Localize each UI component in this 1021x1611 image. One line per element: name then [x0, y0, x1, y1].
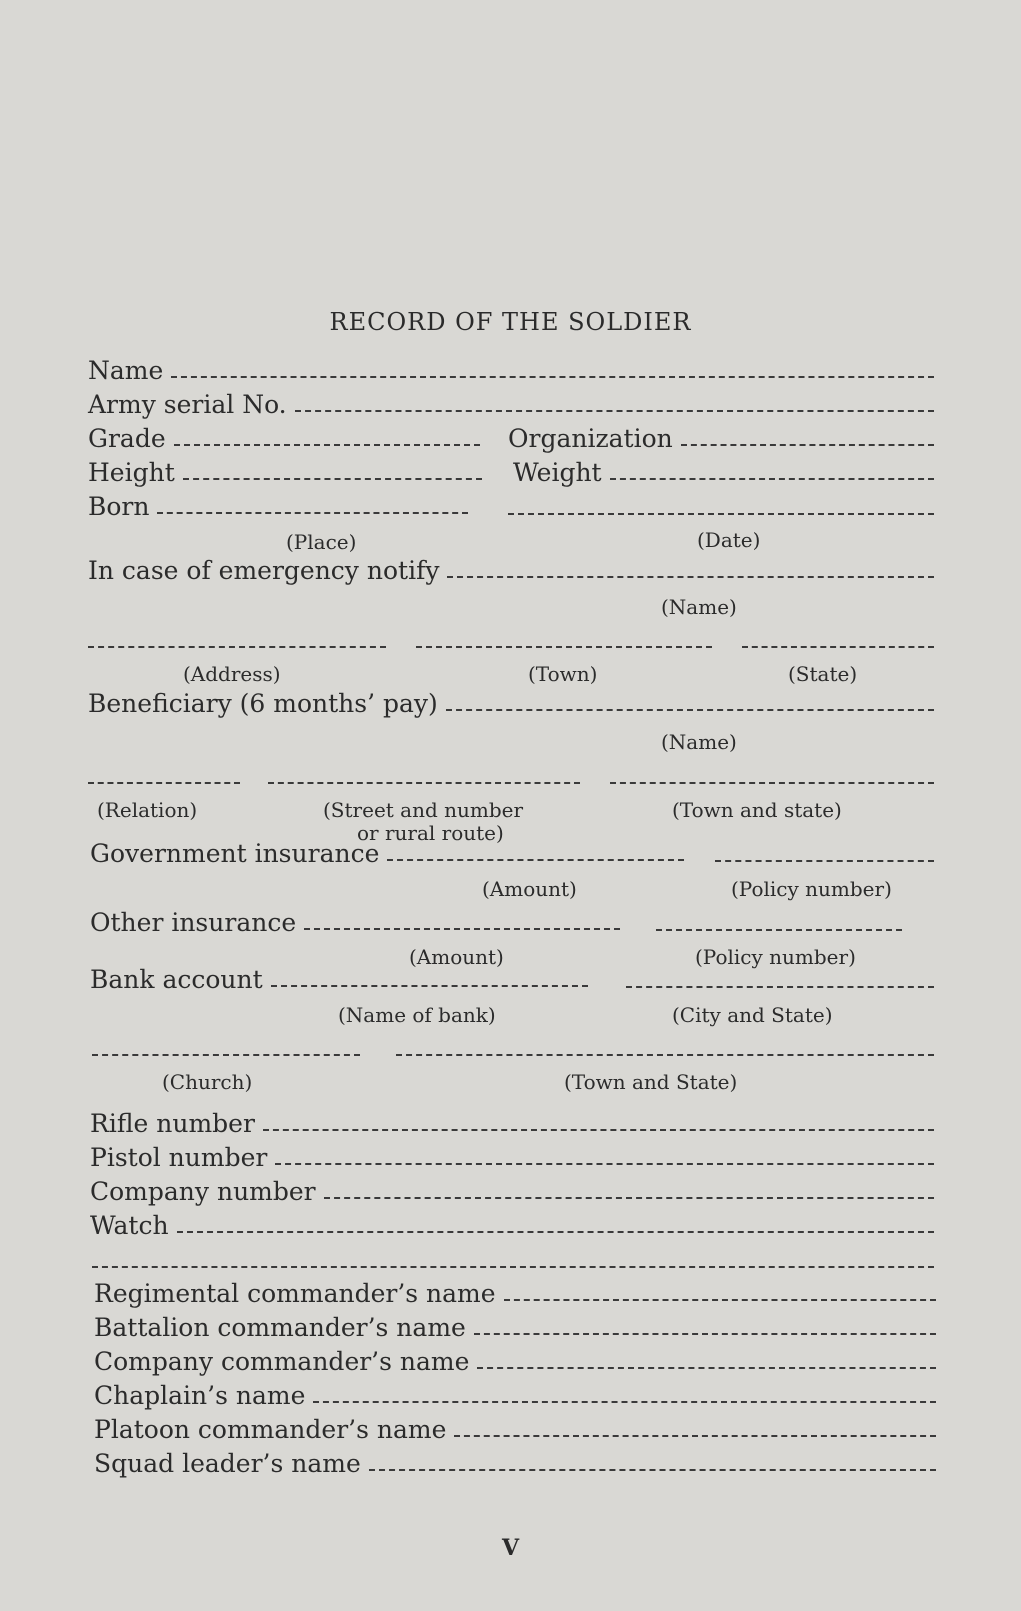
caption-town: (Town): [528, 662, 598, 686]
field-beneficiary-label: Beneficiary (6 months’ pay): [88, 689, 438, 718]
caption-address: (Address): [183, 662, 281, 686]
field-gov-insurance-amount-line[interactable]: [387, 859, 684, 861]
field-pistol-line[interactable]: [275, 1163, 934, 1165]
field-company-commander-label: Company commander’s name: [94, 1347, 470, 1376]
caption-street: (Street and number: [323, 798, 524, 822]
field-regimental-line[interactable]: [504, 1299, 936, 1301]
field-bank-name-line[interactable]: [271, 985, 588, 987]
field-street-line[interactable]: [268, 782, 580, 784]
field-company-number: [90, 1176, 934, 1206]
field-emergency-line[interactable]: [447, 576, 934, 578]
field-emergency-label: In case of emergency notify: [88, 556, 440, 585]
field-pistol: [90, 1142, 934, 1172]
field-regimental: [94, 1278, 936, 1308]
field-state-line[interactable]: [742, 646, 934, 648]
field-bank-label: Bank account: [90, 965, 263, 994]
field-chaplain-label: Chaplain’s name: [94, 1381, 306, 1410]
caption-street-2: or rural route): [357, 821, 504, 845]
field-organization-line[interactable]: [681, 444, 934, 446]
field-squad: [94, 1448, 936, 1478]
field-company-commander-line[interactable]: [477, 1367, 936, 1369]
field-serial-label: Army serial No.: [88, 390, 287, 419]
field-chaplain: [94, 1380, 936, 1410]
field-battalion-label: Battalion commander’s name: [94, 1313, 466, 1342]
field-rifle-line[interactable]: [263, 1129, 934, 1131]
field-company-number-label: Company number: [90, 1177, 316, 1206]
field-company-commander: [94, 1346, 936, 1376]
field-born: [88, 491, 468, 521]
field-other-insurance-policy-line[interactable]: [656, 929, 902, 931]
caption-town-state: (Town and state): [672, 798, 842, 822]
field-church-town-line[interactable]: [396, 1054, 934, 1056]
field-born-date-line[interactable]: [508, 513, 934, 515]
field-born-label: Born: [88, 492, 150, 521]
field-chaplain-line[interactable]: [313, 1401, 936, 1403]
field-other-insurance: [90, 907, 620, 937]
caption-state: (State): [788, 662, 858, 686]
caption-name-emergency: (Name): [661, 595, 737, 619]
field-platoon-label: Platoon commander’s name: [94, 1415, 447, 1444]
field-regimental-label: Regimental commander’s name: [94, 1279, 496, 1308]
field-organization-label: Organization: [508, 424, 673, 453]
field-bank: [90, 964, 588, 994]
field-platoon: [94, 1414, 936, 1444]
field-weight-line[interactable]: [610, 478, 934, 480]
field-town-line[interactable]: [416, 646, 712, 648]
caption-amount-gov: (Amount): [482, 877, 577, 901]
field-pistol-label: Pistol number: [90, 1143, 268, 1172]
caption-bank-name: (Name of bank): [338, 1003, 496, 1027]
field-name: [88, 355, 934, 385]
field-weight-label: Weight: [513, 458, 602, 487]
field-other-insurance-label: Other insurance: [90, 908, 297, 937]
field-height-line[interactable]: [183, 478, 482, 480]
field-platoon-line[interactable]: [454, 1435, 936, 1437]
field-watch-label: Watch: [90, 1211, 169, 1240]
field-address-line[interactable]: [88, 646, 386, 648]
field-rifle: [90, 1108, 934, 1138]
caption-name-beneficiary: (Name): [661, 730, 737, 754]
field-serial: [88, 389, 934, 419]
field-relation-line[interactable]: [88, 782, 240, 784]
caption-church-town: (Town and State): [564, 1070, 738, 1094]
field-watch-line[interactable]: [177, 1231, 934, 1233]
field-watch-line-2[interactable]: [92, 1266, 934, 1268]
field-weight: [513, 457, 934, 487]
field-gov-insurance: [90, 838, 684, 868]
field-gov-insurance-policy-line[interactable]: [715, 860, 934, 862]
field-squad-label: Squad leader’s name: [94, 1449, 361, 1478]
caption-policy-other: (Policy number): [695, 945, 856, 969]
field-gov-insurance-label: Government insurance: [90, 839, 380, 868]
field-church-line[interactable]: [92, 1054, 360, 1056]
caption-place: (Place): [286, 530, 357, 554]
field-name-label: Name: [88, 356, 164, 385]
field-watch: [90, 1210, 934, 1240]
field-other-insurance-amount-line[interactable]: [304, 928, 620, 930]
field-grade-label: Grade: [88, 424, 166, 453]
page-number: V: [501, 1535, 520, 1561]
field-emergency: [88, 555, 934, 585]
caption-city-state: (City and State): [672, 1003, 833, 1027]
caption-relation: (Relation): [97, 798, 198, 822]
field-bank-city-line[interactable]: [626, 986, 934, 988]
field-town-state-line[interactable]: [610, 782, 934, 784]
form-title: RECORD OF THE SOLDIER: [329, 308, 692, 336]
field-name-line[interactable]: [171, 376, 934, 378]
field-battalion: [94, 1312, 936, 1342]
field-grade-line[interactable]: [174, 444, 480, 446]
caption-amount-other: (Amount): [409, 945, 504, 969]
field-rifle-label: Rifle number: [90, 1109, 255, 1138]
field-squad-line[interactable]: [369, 1469, 936, 1471]
caption-date: (Date): [697, 528, 761, 552]
field-company-number-line[interactable]: [324, 1197, 934, 1199]
field-height-label: Height: [88, 458, 175, 487]
caption-church: (Church): [162, 1070, 253, 1094]
field-grade: [88, 423, 480, 453]
field-beneficiary: [88, 688, 934, 718]
field-height: [88, 457, 482, 487]
field-battalion-line[interactable]: [474, 1333, 936, 1335]
field-organization: [508, 423, 934, 453]
field-born-place-line[interactable]: [157, 512, 468, 514]
field-serial-line[interactable]: [295, 410, 934, 412]
caption-policy-gov: (Policy number): [731, 877, 892, 901]
field-beneficiary-line[interactable]: [446, 709, 934, 711]
